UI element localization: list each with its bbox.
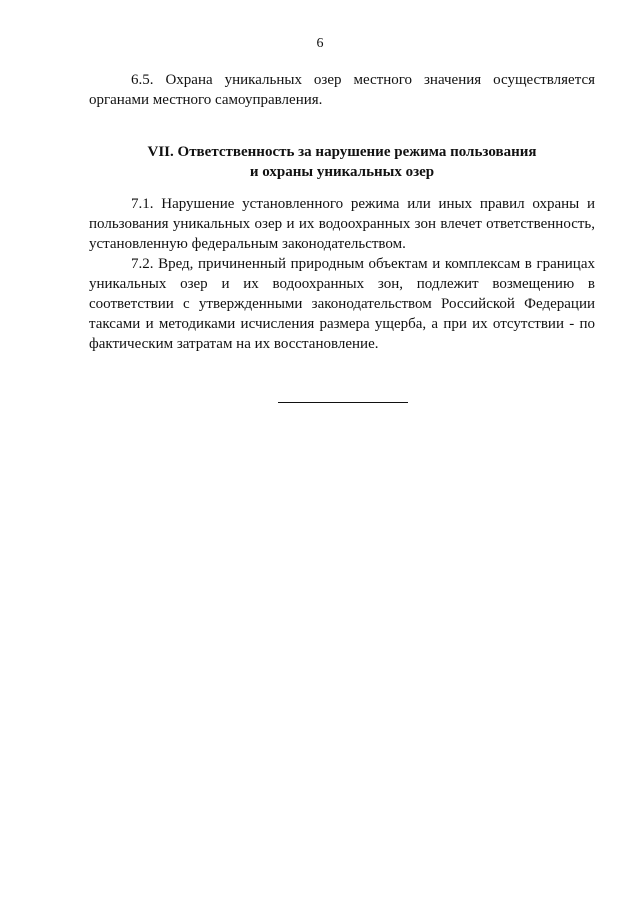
section-6-text: [89, 70, 595, 110]
section-7-title-line2: и охраны уникальных озер: [249, 164, 435, 180]
paragraph-7-2: 7.2. Вред, причиненный природным объектам и комплексам в границах уникальных озер и их водоохранных зон, подлежит возмещению в соответствии с утвержденными законодательством Российской Федерации таксами и методиками исчисления размера ущерба, а при их отсутствии - по фактическим затратам на их восстановление.: [89, 256, 595, 352]
closing-rule-divider: [278, 402, 408, 403]
section-7-title-line1: VII. Ответственность за нарушение режима пользования: [147, 144, 537, 160]
section-7-text: [89, 194, 595, 354]
paragraph-7-1: 7.1. Нарушение установленного режима или иных правил охраны и пользования уникальных озер и их водоохранных зон влечет ответственность, установленную федеральным законодательством.: [89, 196, 595, 252]
page-number: 6: [316, 36, 324, 51]
section-7-heading: [89, 142, 595, 182]
paragraph-6-5: 6.5. Охрана уникальных озер местного значения осуществляется органами местного самоуправления.: [89, 72, 595, 108]
